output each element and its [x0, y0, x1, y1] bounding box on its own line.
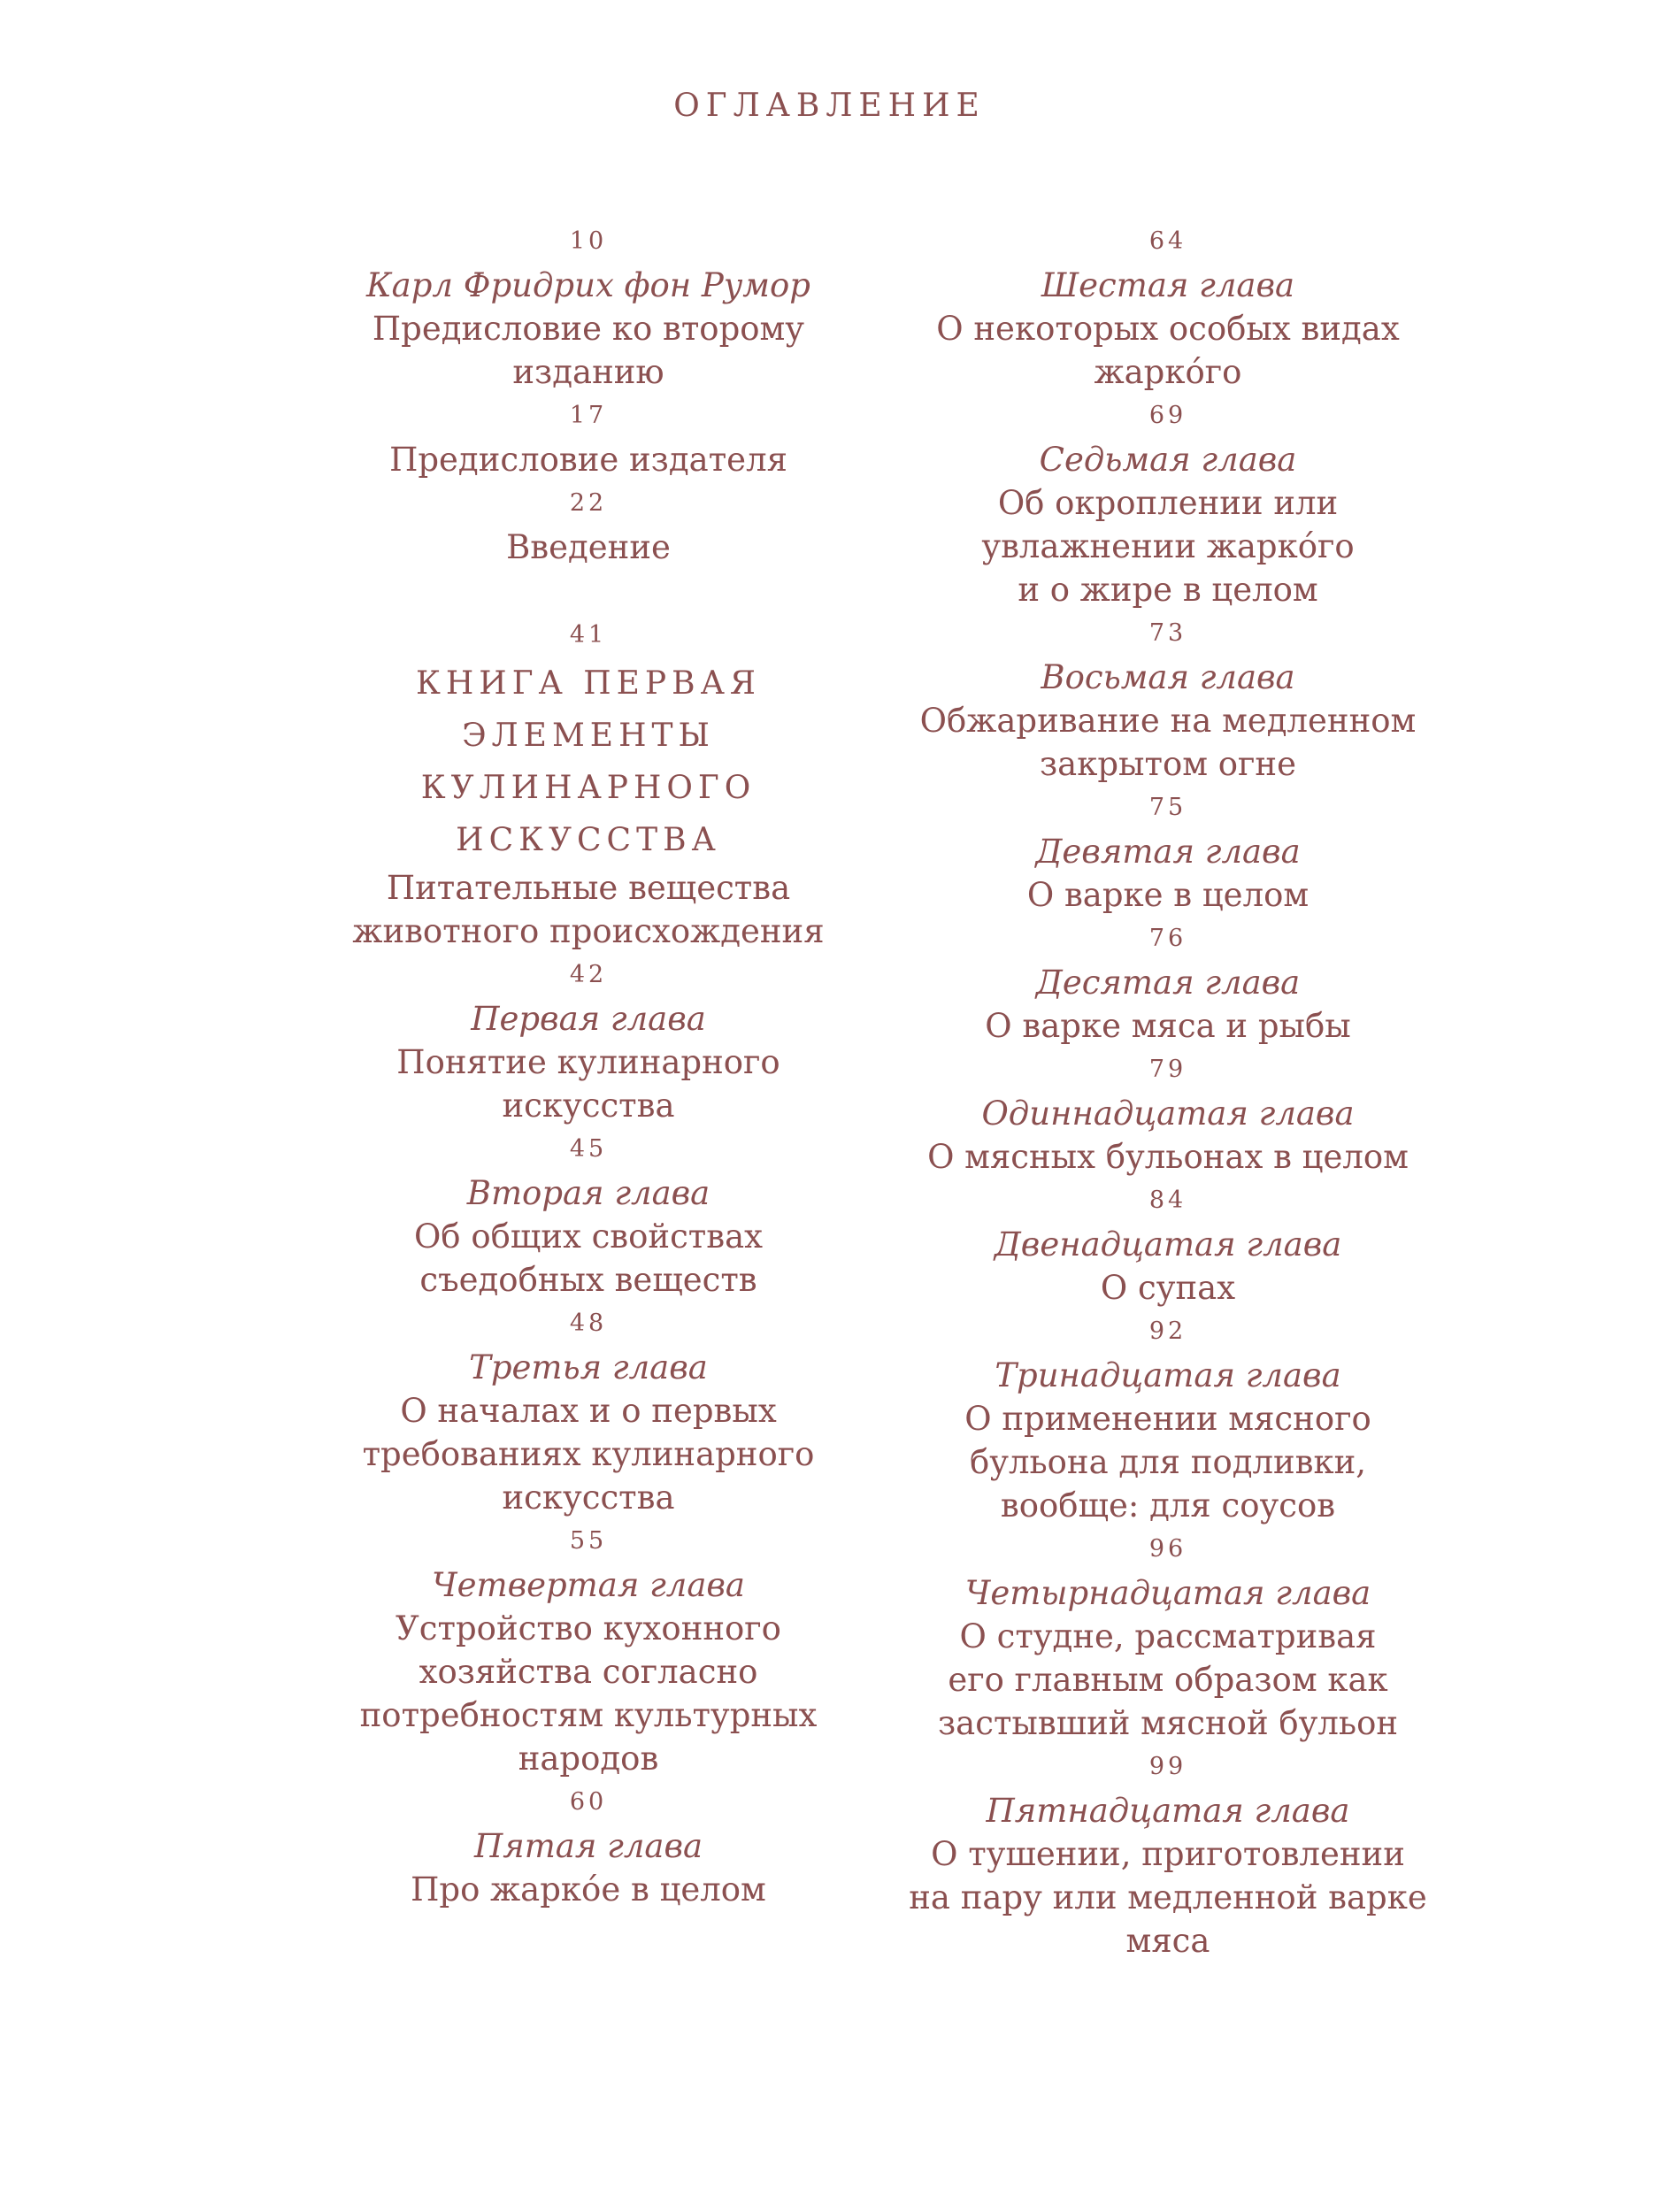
entry-title-line: О началах и о первых [400, 1392, 777, 1430]
entry-title-line: искусства [502, 1087, 675, 1125]
entry-title-line: закрытом огне [1039, 745, 1296, 783]
entry-title-line: Введение [506, 528, 671, 566]
page-number: 55 [569, 1527, 608, 1555]
entry-title-line: съедобных веществ [419, 1261, 757, 1299]
entry-title-line: вообще: для соусов [1000, 1486, 1336, 1525]
entry-title-line: на пару или медленной варке [909, 1878, 1427, 1916]
entry-title-line: Про жаркóе в целом [411, 1870, 766, 1909]
toc-entry[interactable] [902, 917, 1433, 1048]
page-number: 69 [1148, 402, 1187, 429]
page-number: 79 [1148, 1056, 1187, 1083]
chapter-label: Пятая глава [473, 1827, 703, 1865]
entry-title-line: застывший мясной бульон [937, 1704, 1399, 1742]
entry-title-line: и о жире в целом [1018, 571, 1318, 609]
toc-entry[interactable] [902, 1048, 1433, 1179]
page-number: 45 [569, 1135, 608, 1163]
toc-entry[interactable] [902, 786, 1433, 917]
entry-title-line: Питательные вещества [386, 869, 791, 907]
page-number: 84 [1148, 1187, 1187, 1214]
toc-entry[interactable] [327, 481, 849, 569]
toc-column-right [902, 219, 1433, 1962]
page-heading: ОГЛАВЛЕНИЕ [673, 88, 986, 124]
chapter-label: Двенадцатая глава [994, 1225, 1342, 1263]
page-number: 76 [1148, 925, 1187, 952]
entry-title-line: О студне, рассматривая [959, 1617, 1377, 1655]
entry-title-line: Обжаривание на медленном [919, 702, 1417, 740]
book-heading-line: ЭЛЕМЕНТЫ [462, 718, 715, 754]
entry-title-line: Об общих свойствах [413, 1217, 764, 1256]
page-number: 92 [1148, 1317, 1187, 1345]
section-gap [327, 569, 849, 613]
chapter-label: Одиннадцатая глава [981, 1094, 1355, 1133]
page-number: 10 [569, 227, 608, 255]
entry-title-line: О мясных бульонах в целом [927, 1138, 1409, 1176]
toc-entry[interactable] [327, 613, 849, 953]
chapter-label: Десятая глава [1035, 964, 1301, 1002]
page-number: 60 [569, 1788, 608, 1816]
entry-title-line: Предисловие ко второму [372, 310, 805, 348]
entry-title-line: требованиях кулинарного [362, 1435, 815, 1473]
toc-entry[interactable] [902, 611, 1433, 786]
entry-title-line: Предисловие издателя [389, 441, 787, 479]
entry-title-line: его главным образом как [948, 1661, 1388, 1699]
entry-title-line: О варке мяса и рыбы [985, 1007, 1351, 1045]
toc-entry[interactable] [902, 1310, 1433, 1527]
entry-title-line: животного происхождения [352, 912, 825, 950]
toc-entry[interactable] [902, 1179, 1433, 1310]
toc-entry[interactable] [902, 219, 1433, 394]
chapter-label: Третья глава [469, 1348, 708, 1386]
entry-title-line: Понятие кулинарного [396, 1043, 780, 1081]
chapter-label: Восьмая глава [1041, 658, 1295, 696]
page-number: 75 [1148, 794, 1187, 821]
toc-entry[interactable] [327, 219, 849, 394]
toc-entry[interactable] [902, 394, 1433, 611]
page-number: 42 [569, 961, 608, 988]
chapter-label: Четырнадцатая глава [964, 1574, 1371, 1612]
entry-title-line: искусства [502, 1479, 675, 1517]
entry-title-line: О применении мясного [964, 1400, 1371, 1438]
page-number: 73 [1148, 619, 1187, 647]
entry-title-line: потребностям культурных [359, 1696, 818, 1734]
entry-title-line: изданию [512, 353, 664, 391]
entry-title-line: хозяйства согласно [419, 1653, 758, 1691]
toc-entry[interactable] [327, 1519, 849, 1780]
entry-title-line: О тушении, приготовлении [931, 1835, 1405, 1873]
entry-title-line: Устройство кухонного [396, 1609, 781, 1647]
page-number: 41 [569, 621, 608, 649]
page-number: 64 [1148, 227, 1187, 255]
chapter-label: Четвертая глава [431, 1566, 745, 1604]
entry-title-line: О варке в целом [1026, 876, 1310, 914]
chapter-label: Вторая глава [466, 1174, 710, 1212]
page-number: 48 [569, 1310, 608, 1337]
chapter-label: Шестая глава [1041, 266, 1295, 304]
chapter-label: Первая глава [471, 1000, 706, 1038]
entry-title-line: О супах [1100, 1269, 1236, 1307]
page-number: 99 [1148, 1753, 1187, 1780]
entry-title-line: жаркóго [1094, 353, 1242, 391]
book-heading-line: КНИГА ПЕРВАЯ [416, 665, 761, 702]
chapter-label: Девятая глава [1035, 833, 1301, 871]
chapter-label: Тринадцатая глава [995, 1356, 1341, 1394]
toc-entry[interactable] [327, 1780, 849, 1911]
entry-author: Карл Фридрих фон Румор [366, 266, 810, 304]
page-number: 22 [569, 489, 608, 517]
entry-title-line: народов [518, 1740, 659, 1778]
toc-entry[interactable] [327, 1302, 849, 1519]
page-number: 96 [1148, 1535, 1187, 1563]
chapter-label: Седьмая глава [1039, 441, 1297, 479]
entry-title-line: О некоторых особых видах [936, 310, 1400, 348]
chapter-label: Пятнадцатая глава [986, 1792, 1350, 1830]
book-heading-line: КУЛИНАРНОГО [420, 770, 757, 806]
entry-title-line: мяса [1125, 1922, 1210, 1960]
toc-entry[interactable] [327, 394, 849, 481]
entry-title-line: бульона для подливки, [969, 1443, 1367, 1481]
toc-entry[interactable] [902, 1527, 1433, 1745]
toc-entry[interactable] [327, 953, 849, 1127]
toc-column-left [327, 219, 849, 1911]
toc-entry[interactable] [327, 1127, 849, 1302]
entry-title-line: увлажнении жаркóго [981, 527, 1355, 565]
entry-title-line: Об окроплении или [997, 484, 1339, 522]
book-heading-line: ИСКУССТВА [456, 822, 721, 858]
toc-entry[interactable] [902, 1745, 1433, 1962]
page-number: 17 [569, 402, 608, 429]
